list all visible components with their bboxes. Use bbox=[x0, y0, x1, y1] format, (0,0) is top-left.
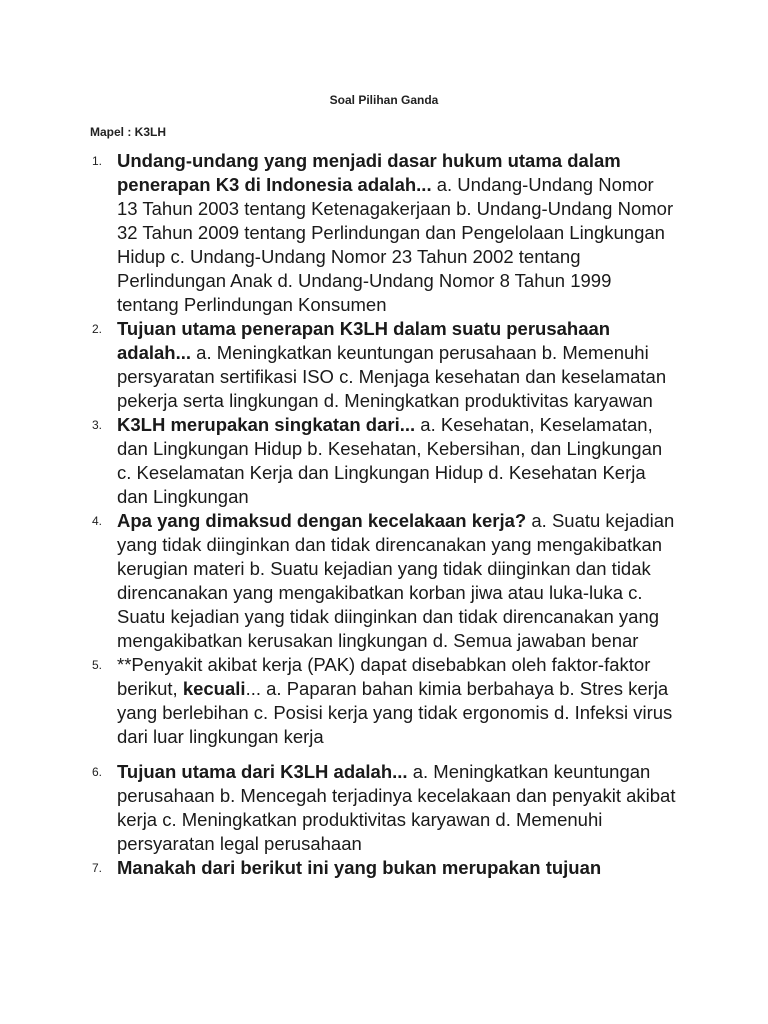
document-title: Soal Pilihan Ganda bbox=[329, 93, 439, 107]
question-stem: Tujuan utama penerapan K3LH dalam suatu perusahaan adalah... bbox=[117, 318, 611, 363]
question-stem: Tujuan utama dari K3LH adalah... bbox=[117, 761, 408, 782]
question-options: a. Undang-Undang Nomor 13 Tahun 2003 tentang Ketenagakerjaan b. Undang-Undang Nomor 32 Tahun 2009 tentang Perlindungan dan Pengelolaan Lingkungan Hidup c. Undang-Undang Nomor 23 Tahun 2002 tentang Perlindungan Anak d. Undang-Undang Nomor 8 Tahun 1999 tentang Perlindungan Konsumen bbox=[117, 174, 674, 315]
question-options: a. Suatu kejadian yang tidak diinginkan dan tidak direncanakan yang mengakibatkan kerugian materi b. Suatu kejadian yang tidak diinginkan dan tidak direncanakan yang mengakibatkan korban jiwa atau luka-luka c. Suatu kejadian yang tidak diinginkan dan tidak direncanakan yang mengakibatkan kerusakan lingkungan d. Semua jawaban benar bbox=[117, 510, 675, 651]
question-item-2 bbox=[92, 317, 677, 413]
question-item-7 bbox=[92, 856, 677, 880]
question-options: a. Meningkatkan keuntungan perusahaan b. Mencegah terjadinya kecelakaan dan penyakit akibat kerja c. Meningkatkan produktivitas karyawan d. Memenuhi persyaratan legal perusahaan bbox=[117, 761, 676, 854]
question-stem: Manakah dari berikut ini yang bukan merupakan tujuan bbox=[117, 857, 602, 878]
question-number: 3. bbox=[92, 418, 103, 432]
question-stem: K3LH merupakan singkatan dari... bbox=[117, 414, 416, 435]
question-options: ... a. Paparan bahan kimia berbahaya b. Stres kerja yang berlebihan c. Posisi kerja yang tidak ergonomis d. Infeksi virus dari luar lingkungan kerja bbox=[117, 678, 673, 747]
question-item-4 bbox=[92, 509, 677, 653]
question-body bbox=[117, 149, 677, 317]
question-number: 6. bbox=[92, 765, 103, 779]
question-number: 5. bbox=[92, 658, 103, 672]
question-number: 2. bbox=[92, 322, 103, 336]
question-item-6 bbox=[92, 760, 677, 856]
question-body bbox=[117, 509, 677, 653]
question-options: a. Kesehatan, Keselamatan, dan Lingkungan Hidup b. Kesehatan, Kebersihan, dan Lingkungan c. Keselamatan Kerja dan Lingkungan Hidup d. Kesehatan Kerja dan Lingkungan bbox=[117, 414, 663, 507]
question-body bbox=[117, 317, 677, 413]
question-item-3 bbox=[92, 413, 677, 509]
question-item-5 bbox=[92, 653, 677, 749]
question-number: 4. bbox=[92, 514, 103, 528]
question-stem: Undang-undang yang menjadi dasar hukum utama dalam penerapan K3 di Indonesia adalah... bbox=[117, 150, 621, 195]
question-body bbox=[117, 856, 677, 880]
question-stem-emphasis: kecuali bbox=[182, 678, 246, 699]
question-list bbox=[92, 149, 677, 880]
question-stem: Apa yang dimaksud dengan kecelakaan kerja? bbox=[117, 510, 527, 531]
question-options: a. Meningkatkan keuntungan perusahaan b. Memenuhi persyaratan sertifikasi ISO c. Menjaga kesehatan dan keselamatan pekerja serta lingkungan d. Meningkatkan produktivitas karyawan bbox=[117, 342, 667, 411]
question-body bbox=[117, 760, 677, 856]
subject-label: Mapel : K3LH bbox=[90, 125, 167, 139]
question-number: 1. bbox=[92, 154, 103, 168]
question-body bbox=[117, 653, 677, 749]
question-number: 7. bbox=[92, 861, 103, 875]
question-item-1 bbox=[92, 149, 677, 317]
question-stem-prefix: **Penyakit akibat kerja (PAK) dapat disebabkan oleh faktor-faktor berikut, bbox=[117, 654, 651, 699]
question-body bbox=[117, 413, 677, 509]
